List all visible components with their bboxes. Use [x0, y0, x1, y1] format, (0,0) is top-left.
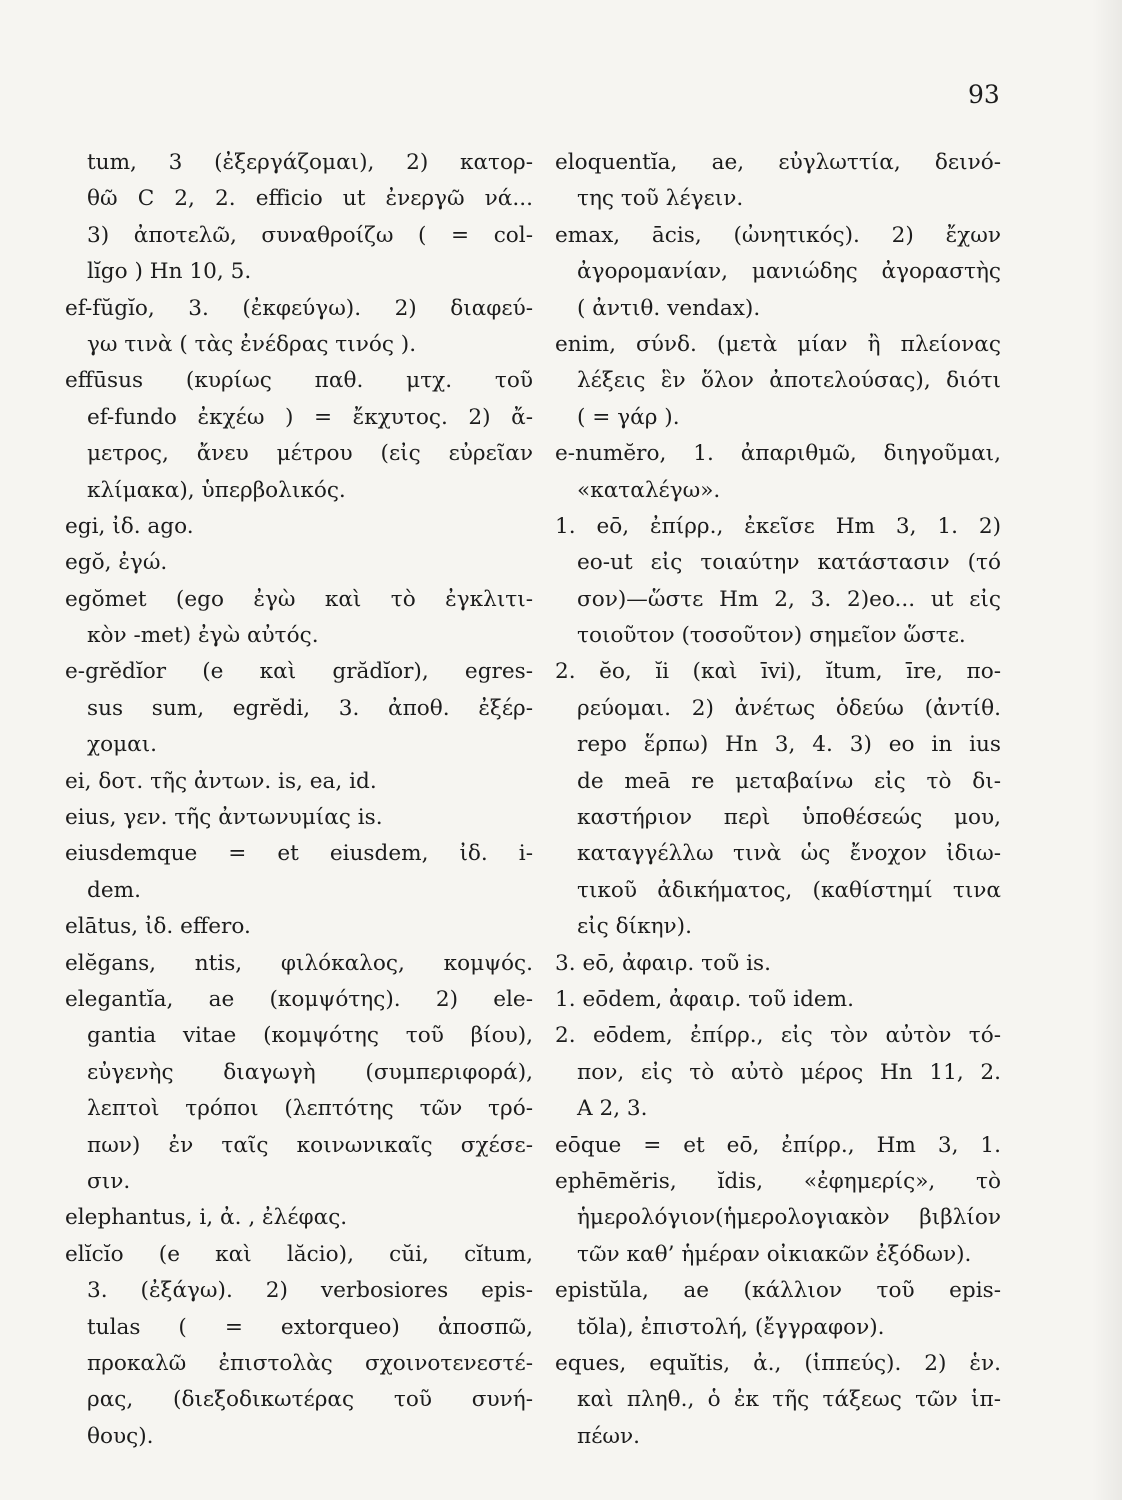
dictionary-line: 2. ĕo, ĭi (καὶ īvi), ĭtum, īre, πο-	[555, 659, 1001, 685]
dictionary-line: κὸν -met) ἐγὼ αὐτός.	[87, 623, 319, 649]
dictionary-line: e-numĕro, 1. ἀπαριθμῶ, διηγοῦμαι,	[555, 441, 1001, 467]
dictionary-line: e-grĕdĭor (e καὶ grădĭor), egres-	[65, 659, 533, 685]
dictionary-line: γω τινὰ ( τὰς ἐνέδρας τινός ).	[87, 331, 417, 357]
dictionary-line: 2. eōdem, ἐπίρρ., εἰς τὸν αὐτὸν τό-	[555, 1023, 1001, 1049]
dictionary-line: 1. eō, ἐπίρρ., ἐκεῖσε Hm 3, 1. 2)	[555, 513, 1001, 539]
dictionary-line: εἰς δίκην).	[577, 914, 692, 940]
dictionary-line: ( ἀντιθ. vendax).	[577, 295, 761, 321]
dictionary-line: emax, ācis, (ὠνητικός). 2) ἔχων	[555, 222, 1001, 248]
dictionary-line: effūsus (κυρίως παθ. μτχ. τοῦ	[65, 368, 533, 394]
dictionary-line: ρεύομαι. 2) ἀνέτως ὁδεύω (ἀντίθ.	[577, 695, 1001, 721]
dictionary-line: «καταλέγω».	[577, 477, 721, 503]
dictionary-line: sus sum, egrĕdi, 3. ἀποθ. ἐξέρ-	[87, 695, 533, 721]
dictionary-line: ef-fŭgĭo, 3. (ἐκφεύγω). 2) διαφεύ-	[65, 295, 533, 321]
dictionary-line: κλίμακα), ὑπερβολικός.	[87, 477, 346, 503]
dictionary-line: epistŭla, ae (κάλλιον τοῦ epis-	[555, 1278, 1001, 1304]
dictionary-line: σιν.	[87, 1168, 131, 1194]
dictionary-line: lĭgo ) Hn 10, 5.	[87, 259, 252, 285]
dictionary-line: χομαι.	[87, 732, 158, 758]
dictionary-line: ρας, (διεξοδικωτέρας τοῦ συνή-	[87, 1387, 533, 1413]
dictionary-line: προκαλῶ ἐπιστολὰς σχοινοτενεστέ-	[87, 1350, 533, 1376]
dictionary-line: elĭcĭo (e καὶ lăcio), cŭi, cĭtum,	[65, 1241, 533, 1267]
dictionary-line: τικοῦ ἀδικήματος, (καθίστημί τινα	[577, 877, 1001, 903]
dictionary-line: eloquentĭa, ae, εὐγλωττία, δεινό-	[555, 150, 1001, 175]
dictionary-line: πον, εἰς τὸ αὐτὸ μέρος Hn 11, 2.	[577, 1059, 1001, 1085]
dictionary-line: πων) ἐν ταῖς κοινωνικαῖς σχέσε-	[87, 1132, 533, 1158]
dictionary-line: 1. eōdem, ἀφαιρ. τοῦ idem.	[555, 986, 855, 1012]
page-edge-shadow	[1092, 0, 1122, 1500]
page-number: 93	[968, 80, 1000, 109]
dictionary-line: eo-ut εἰς τοιαύτην κατάστασιν (τό	[577, 550, 1001, 576]
dictionary-line: πέων.	[577, 1423, 640, 1449]
dictionary-line: gantia vitae (κομψότης τοῦ βίου),	[87, 1023, 533, 1049]
left-column	[65, 145, 533, 1455]
dictionary-line: ἡμερολόγιον(ἡμερολογιακὸν βιβλίον	[577, 1205, 1001, 1231]
dictionary-line: ephēmĕris, ĭdis, «ἐφημερίς», τὸ	[555, 1168, 1001, 1194]
dictionary-line: tum, 3 (ἐξεργάζομαι), 2) κατορ-	[87, 150, 533, 175]
dictionary-line: ef-fundo ἐκχέω ) = ἔκχυτος. 2) ἄ-	[87, 404, 533, 430]
dictionary-line: egŏ, ἐγώ.	[65, 550, 168, 576]
dictionary-line: λέξεις ἓν ὅλον ἀποτελούσας), διότι	[577, 368, 1001, 394]
dictionary-line: eius, γεν. τῆς ἀντωνυμίας is.	[65, 805, 383, 831]
dictionary-line: elĕgans, ntis, φιλόκαλος, κομψός.	[65, 950, 533, 976]
dictionary-line: σον)—ὥστε Hm 2, 3. 2)eo... ut εἰς	[577, 586, 1001, 612]
dictionary-line: repo ἕρπω) Hn 3, 4. 3) eo in ius	[577, 732, 1001, 758]
dictionary-line: A 2, 3.	[577, 1096, 648, 1122]
dictionary-line: 3. eō, ἀφαιρ. τοῦ is.	[555, 950, 771, 976]
dictionary-line: καὶ πληθ., ὁ ἐκ τῆς τάξεως τῶν ἱπ-	[577, 1387, 1001, 1413]
dictionary-line: elephantus, i, ἀ. , ἐλέφας.	[65, 1205, 348, 1231]
dictionary-line: tŏla), ἐπιστολή, (ἔγγραφον).	[577, 1314, 885, 1340]
dictionary-line: de meā re μεταβαίνω εἰς τὸ δι-	[577, 768, 1001, 794]
dictionary-line: θους).	[87, 1423, 154, 1449]
dictionary-line: λεπτοὶ τρόποι (λεπτότης τῶν τρό-	[87, 1096, 533, 1122]
dictionary-line: tulas ( = extorqueo) ἀποσπῶ,	[87, 1314, 533, 1340]
dictionary-line: τοιοῦτον (τοσοῦτον) σημεῖον ὥστε.	[577, 623, 966, 649]
dictionary-line: egi, ἰδ. ago.	[65, 513, 194, 539]
dictionary-line: eiusdemque = et eiusdem, ἰδ. i-	[65, 841, 533, 867]
right-column	[555, 145, 1001, 1455]
dictionary-line: 3) ἀποτελῶ, συναθροίζω ( = col-	[87, 222, 533, 248]
dictionary-line: της τοῦ λέγειν.	[577, 186, 744, 212]
dictionary-line: egŏmet (ego ἐγὼ καὶ τὸ ἐγκλιτι-	[65, 586, 533, 612]
dictionary-line: καταγγέλλω τινὰ ὡς ἔνοχον ἰδιω-	[577, 841, 1001, 867]
dictionary-line: καστήριον περὶ ὑποθέσεώς μου,	[577, 805, 1001, 831]
dictionary-line: eques, equĭtis, ἀ., (ἱππεύς). 2) ἑν.	[555, 1350, 1001, 1376]
dictionary-line: dem.	[87, 877, 141, 903]
dictionary-line: τῶν καθ’ ἡμέραν οἰκιακῶν ἐξόδων).	[577, 1241, 972, 1267]
dictionary-line: elegantĭa, ae (κομψότης). 2) ele-	[65, 986, 533, 1012]
dictionary-line: ἀγορομανίαν, μανιώδης ἀγοραστὴς	[577, 259, 1001, 285]
dictionary-line: ei, δοτ. τῆς ἀντων. is, ea, id.	[65, 768, 377, 794]
dictionary-line: enim, σύνδ. (μετὰ μίαν ἢ πλείονας	[555, 331, 1001, 357]
dictionary-line: 3. (ἐξάγω). 2) verbosiores epis-	[87, 1278, 533, 1304]
dictionary-line: elātus, ἰδ. effero.	[65, 914, 251, 940]
dictionary-line: εὐγενὴς διαγωγὴ (συμπεριφορά),	[87, 1059, 533, 1085]
dictionary-line: μετρος, ἄνευ μέτρου (εἰς εὐρεῖαν	[87, 441, 533, 467]
dictionary-line: ( = γάρ ).	[577, 404, 680, 430]
dictionary-line: θῶ C 2, 2. efficio ut ἐνεργῶ νά...	[87, 186, 533, 212]
dictionary-line: eōque = et eō, ἐπίρρ., Hm 3, 1.	[555, 1132, 1001, 1158]
